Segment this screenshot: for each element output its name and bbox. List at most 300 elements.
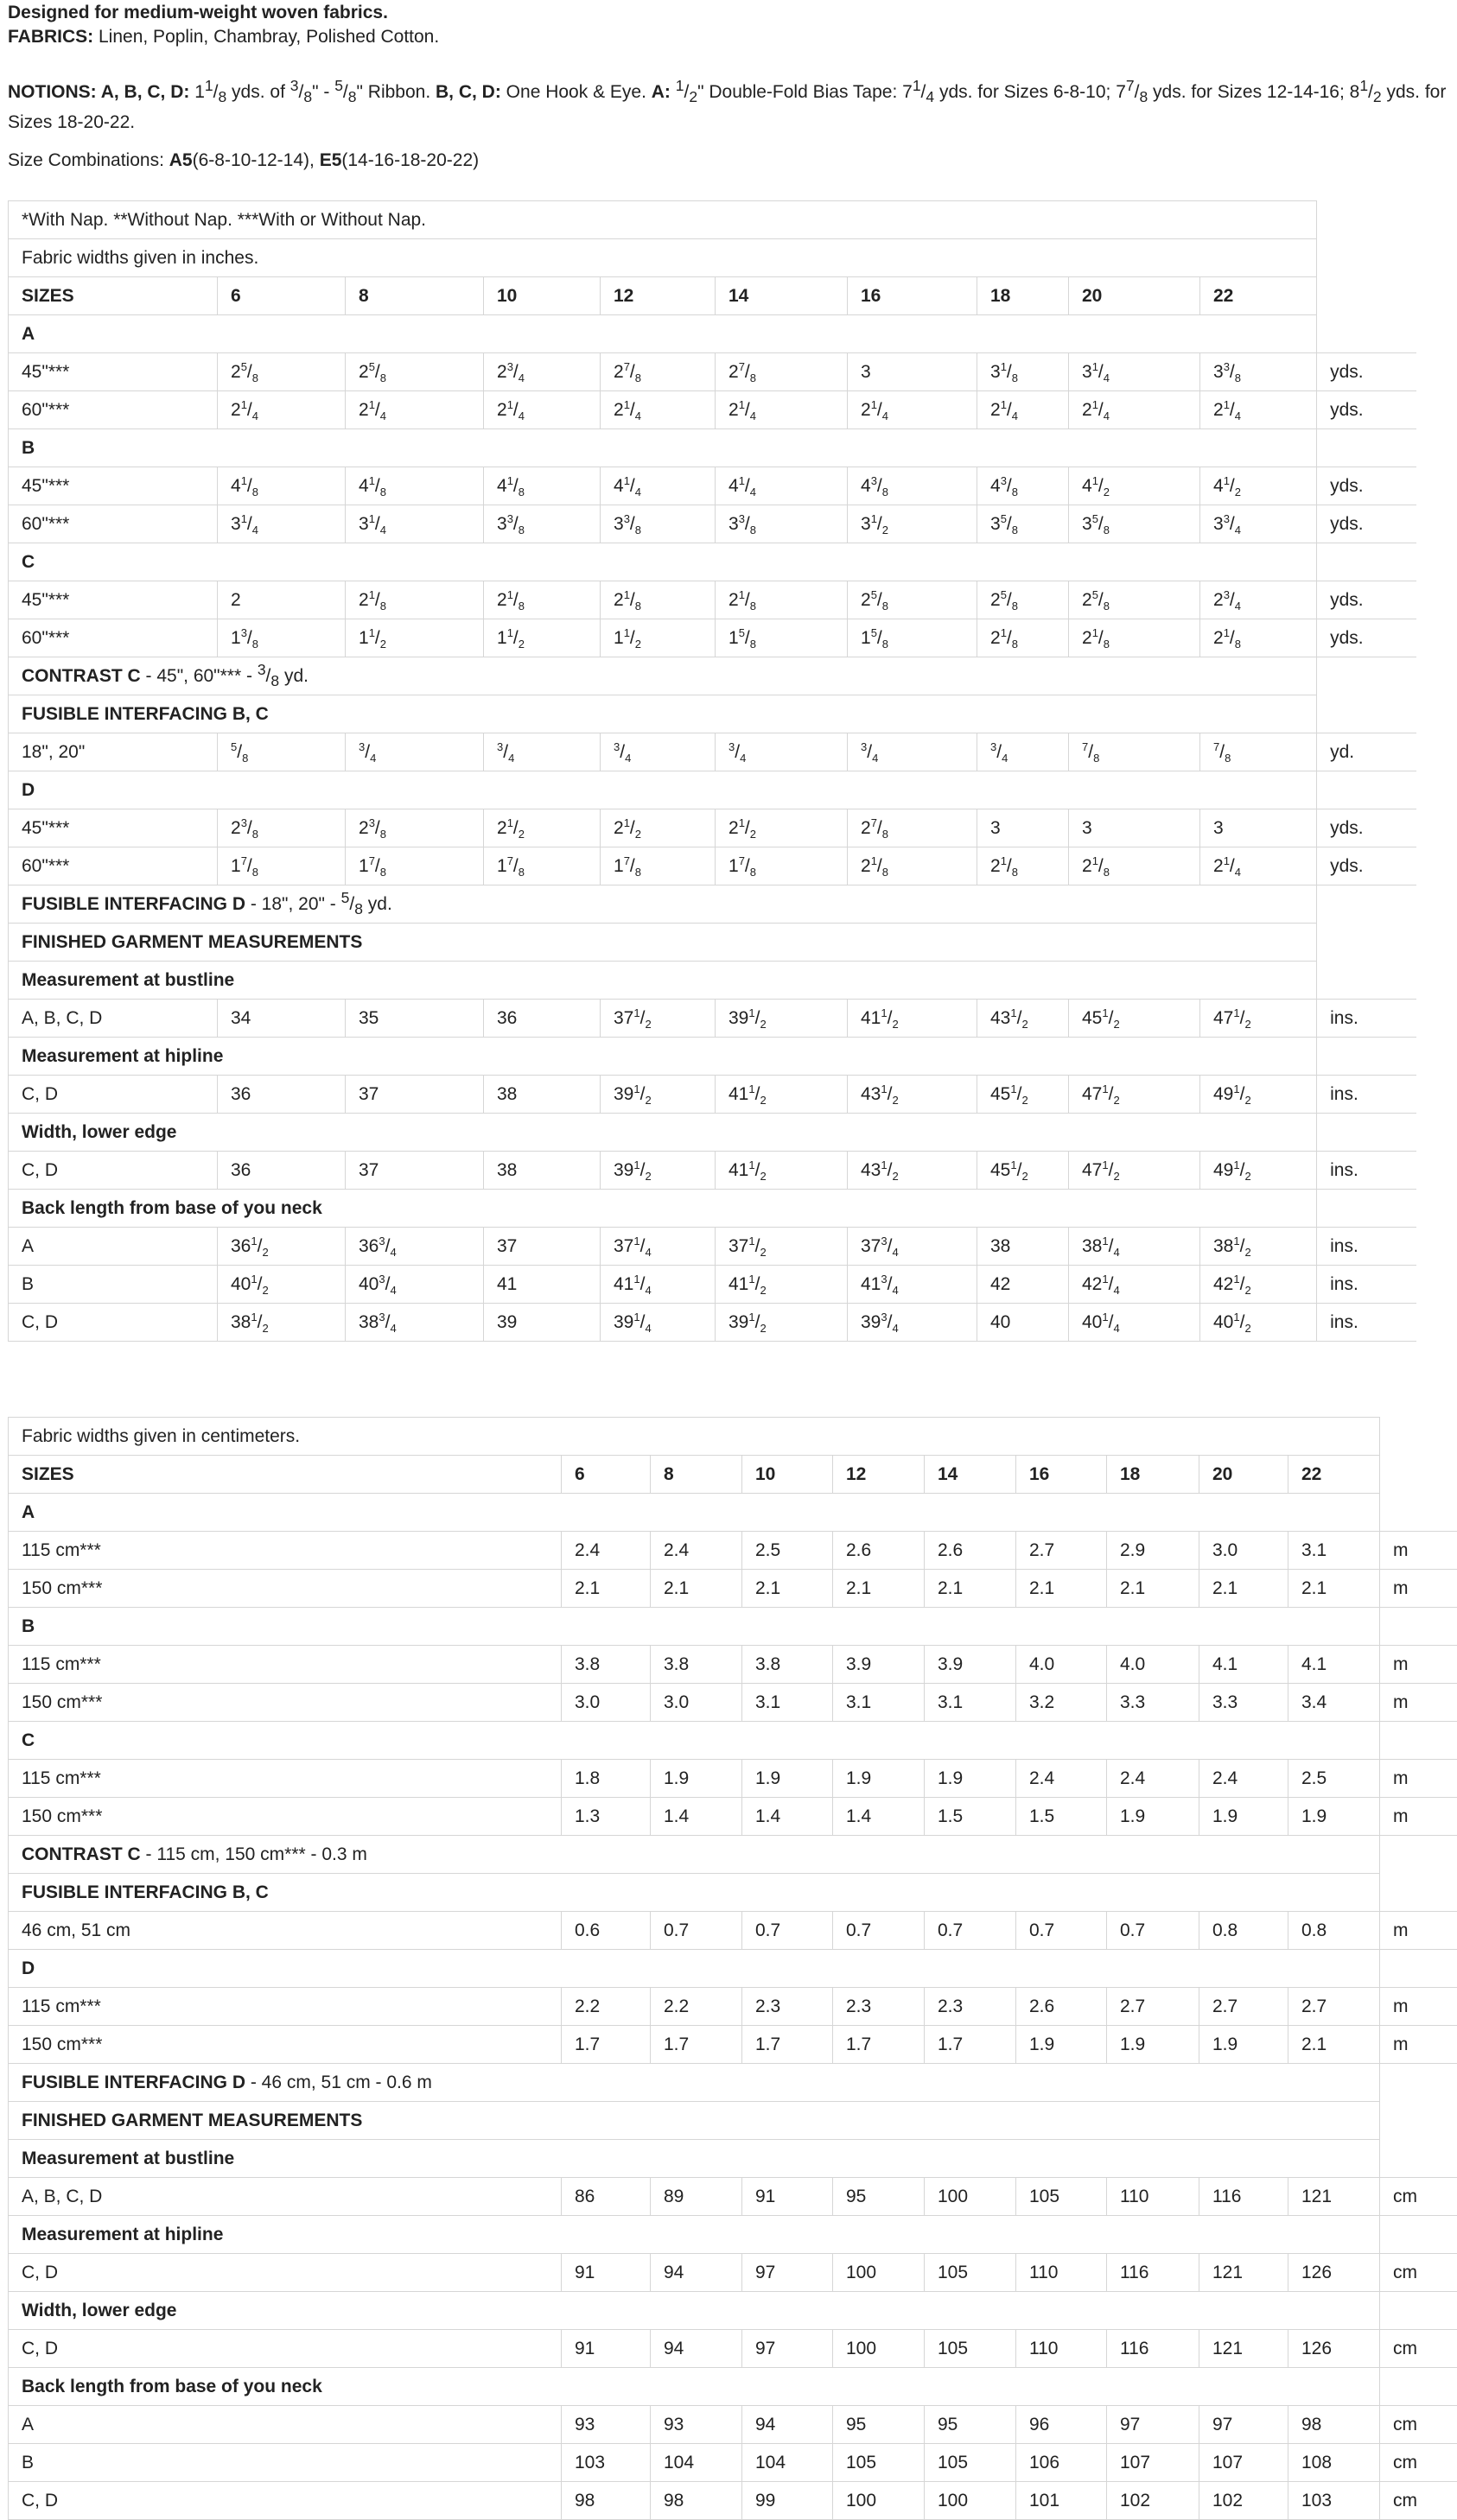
value-cell: $49^1/_2$ — [1200, 1152, 1317, 1190]
value-cell: $4^1/_4$ — [601, 467, 716, 505]
blank-cell — [1380, 1608, 1457, 1646]
value-cell: $41^1/_2$ — [716, 1152, 848, 1190]
value-cell: 1.9 — [1199, 2026, 1288, 2064]
value-cell: 41 — [484, 1266, 601, 1304]
value-cell: 1.9 — [1107, 1798, 1199, 1836]
value-cell: 98 — [651, 2482, 742, 2520]
value-cell: 0.8 — [1288, 1912, 1380, 1950]
value-cell: 110 — [1016, 2330, 1107, 2368]
yardage-row — [9, 1570, 1457, 1608]
value-cell: 38 — [484, 1152, 601, 1190]
value-cell: $3^5/_8$ — [977, 505, 1069, 543]
row-label: B — [9, 2444, 562, 2482]
value-cell: 0.6 — [562, 1912, 651, 1950]
row-label: C, D — [9, 2254, 562, 2292]
value-cell: 42 — [977, 1266, 1069, 1304]
unit-cell: m — [1380, 1684, 1457, 1722]
value-cell: 95 — [833, 2178, 925, 2216]
value-cell: $2^3/_4$ — [1200, 581, 1317, 619]
unit-cell: cm — [1380, 2178, 1457, 2216]
value-cell: 3.8 — [742, 1646, 833, 1684]
blank-cell — [1317, 277, 1416, 315]
value-cell: $2^5/_8$ — [346, 353, 484, 391]
value-cell: $3^3/_8$ — [601, 505, 716, 543]
value-cell: 103 — [562, 2444, 651, 2482]
value-cell: 2.3 — [925, 1988, 1016, 2026]
value-cell: 105 — [925, 2330, 1016, 2368]
row-label: C, D — [9, 1076, 218, 1114]
value-cell: 91 — [742, 2178, 833, 2216]
yardage-row — [9, 619, 1416, 657]
value-cell: 103 — [1288, 2482, 1380, 2520]
value-cell: 91 — [562, 2330, 651, 2368]
value-cell: $43^1/_2$ — [977, 1000, 1069, 1038]
section-heading-row — [9, 2292, 1457, 2330]
value-cell: 101 — [1016, 2482, 1107, 2520]
unit-cell: cm — [1380, 2406, 1457, 2444]
value-cell: 97 — [742, 2330, 833, 2368]
note-row — [9, 885, 1416, 924]
section-heading-row — [9, 924, 1416, 962]
value-cell: 0.7 — [925, 1912, 1016, 1950]
value-cell: 100 — [833, 2254, 925, 2292]
blank-cell — [1317, 543, 1416, 581]
value-cell: $2^1/_8$ — [1069, 619, 1200, 657]
section-heading: Measurement at hipline — [9, 2216, 1380, 2254]
size-header-cell: 20 — [1069, 277, 1200, 315]
value-cell: 3.4 — [1288, 1684, 1380, 1722]
value-cell: 2.1 — [562, 1570, 651, 1608]
row-label: 115 cm*** — [9, 1646, 562, 1684]
value-cell: 1.5 — [1016, 1798, 1107, 1836]
spacer-row — [9, 1342, 1416, 1408]
value-cell: $2^1/_8$ — [1200, 619, 1317, 657]
value-cell: 3.0 — [651, 1684, 742, 1722]
value-cell: 38 — [977, 1228, 1069, 1266]
yardage-row — [9, 1760, 1457, 1798]
value-cell: $43^1/_2$ — [848, 1152, 977, 1190]
value-cell: $1^7/_8$ — [218, 847, 346, 885]
value-cell: 104 — [742, 2444, 833, 2482]
value-cell: $4^3/_8$ — [977, 467, 1069, 505]
value-cell: 4.0 — [1107, 1646, 1199, 1684]
value-cell: $43^1/_2$ — [848, 1076, 977, 1114]
yardage-table-centimeters — [8, 1417, 1457, 2520]
value-cell: 2.4 — [562, 1532, 651, 1570]
note-row — [9, 657, 1416, 695]
blank-cell — [1317, 695, 1416, 733]
value-cell: 3.3 — [1107, 1684, 1199, 1722]
value-cell: 99 — [742, 2482, 833, 2520]
row-label: 150 cm*** — [9, 1684, 562, 1722]
yardage-row — [9, 2178, 1457, 2216]
value-cell: 3 — [1069, 809, 1200, 847]
value-cell: 1.9 — [1107, 2026, 1199, 2064]
value-cell: 2.5 — [742, 1532, 833, 1570]
value-cell: $2^7/_8$ — [601, 353, 716, 391]
row-label: 115 cm*** — [9, 1988, 562, 2026]
size-header-cell: 10 — [484, 277, 601, 315]
unit-cell: yds. — [1317, 809, 1416, 847]
section-heading-row — [9, 962, 1416, 1000]
value-cell: 110 — [1107, 2178, 1199, 2216]
value-cell: 86 — [562, 2178, 651, 2216]
value-cell: $^3/_4$ — [848, 733, 977, 771]
blank-cell — [1380, 2064, 1457, 2102]
unit-cell: cm — [1380, 2444, 1457, 2482]
value-cell: $47^1/_2$ — [1069, 1152, 1200, 1190]
size-header-cell: 10 — [742, 1456, 833, 1494]
value-cell: 102 — [1107, 2482, 1199, 2520]
size-header-cell: 14 — [925, 1456, 1016, 1494]
section-heading: FINISHED GARMENT MEASUREMENTS — [9, 2102, 1380, 2140]
sizes-header-row — [9, 277, 1416, 315]
value-cell: 4.1 — [1199, 1646, 1288, 1684]
section-heading: B — [9, 429, 1317, 467]
value-cell: $2^1/_2$ — [484, 809, 601, 847]
value-cell: $^5/_8$ — [218, 733, 346, 771]
blank-cell — [1317, 201, 1416, 239]
value-cell: 2.4 — [1107, 1760, 1199, 1798]
value-cell: 1.9 — [742, 1760, 833, 1798]
value-cell: 2.4 — [651, 1532, 742, 1570]
value-cell: 100 — [925, 2482, 1016, 2520]
unit-cell: ins. — [1317, 1000, 1416, 1038]
blank-cell — [1380, 2140, 1457, 2178]
value-cell: $4^1/_4$ — [716, 467, 848, 505]
value-cell: $39^1/_2$ — [716, 1000, 848, 1038]
value-cell: 3.3 — [1199, 1684, 1288, 1722]
value-cell: $45^1/_2$ — [977, 1152, 1069, 1190]
value-cell: $40^1/_2$ — [218, 1266, 346, 1304]
section-heading: Back length from base of you neck — [9, 2368, 1380, 2406]
value-cell: 40 — [977, 1304, 1069, 1342]
blank-cell — [1317, 1038, 1416, 1076]
row-label: 150 cm*** — [9, 2026, 562, 2064]
note-text: FUSIBLE INTERFACING D - 18", 20" - $^5/_8$ yd. — [9, 885, 1317, 924]
yardage-row — [9, 1684, 1457, 1722]
unit-cell: ins. — [1317, 1228, 1416, 1266]
blank-cell — [1380, 1722, 1457, 1760]
value-cell: $3^3/_4$ — [1200, 505, 1317, 543]
value-cell: 2.1 — [1199, 1570, 1288, 1608]
value-cell: $2^3/_8$ — [218, 809, 346, 847]
value-cell: $1^7/_8$ — [601, 847, 716, 885]
note-row — [9, 2064, 1457, 2102]
yardage-row — [9, 2254, 1457, 2292]
value-cell: $2^7/_8$ — [716, 353, 848, 391]
value-cell: $4^3/_8$ — [848, 467, 977, 505]
value-cell: 36 — [218, 1076, 346, 1114]
value-cell: $2^5/_8$ — [1069, 581, 1200, 619]
row-label: 45"*** — [9, 353, 218, 391]
row-label: 60"*** — [9, 505, 218, 543]
value-cell: $1^7/_8$ — [716, 847, 848, 885]
row-label: 115 cm*** — [9, 1532, 562, 1570]
yardage-row — [9, 1266, 1416, 1304]
unit-cell: m — [1380, 1570, 1457, 1608]
value-cell: 1.9 — [651, 1760, 742, 1798]
blank-cell — [1380, 1418, 1457, 1456]
value-cell: $2^1/_4$ — [484, 391, 601, 429]
value-cell: $2^1/_8$ — [716, 581, 848, 619]
row-label: 60"*** — [9, 391, 218, 429]
size-header-cell: 12 — [601, 277, 716, 315]
blank-cell — [1380, 2292, 1457, 2330]
section-heading-row — [9, 695, 1416, 733]
value-cell: 3.1 — [833, 1684, 925, 1722]
value-cell: 38 — [484, 1076, 601, 1114]
value-cell: $37^3/_4$ — [848, 1228, 977, 1266]
size-header-cell: 18 — [977, 277, 1069, 315]
value-cell: 100 — [925, 2178, 1016, 2216]
section-heading-row — [9, 1874, 1457, 1912]
value-cell: 116 — [1107, 2330, 1199, 2368]
unit-cell: m — [1380, 1760, 1457, 1798]
yardage-row — [9, 1000, 1416, 1038]
value-cell: $39^3/_4$ — [848, 1304, 977, 1342]
fabrics-line: FABRICS: Linen, Poplin, Chambray, Polished Cotton. — [8, 24, 439, 50]
value-cell: 98 — [1288, 2406, 1380, 2444]
value-cell: 2.4 — [1199, 1760, 1288, 1798]
yardage-row — [9, 847, 1416, 885]
value-cell: $36^3/_4$ — [346, 1228, 484, 1266]
value-cell: 3.9 — [925, 1646, 1016, 1684]
yardage-row — [9, 1152, 1416, 1190]
yardage-row — [9, 2406, 1457, 2444]
value-cell: $41^1/_2$ — [848, 1000, 977, 1038]
unit-cell: m — [1380, 2026, 1457, 2064]
section-heading: Measurement at bustline — [9, 2140, 1380, 2178]
value-cell: 2 — [218, 581, 346, 619]
row-label: 45"*** — [9, 467, 218, 505]
row-label: 45"*** — [9, 581, 218, 619]
section-heading-row — [9, 2102, 1457, 2140]
unit-cell: yds. — [1317, 581, 1416, 619]
value-cell: $2^1/_4$ — [977, 391, 1069, 429]
value-cell: 121 — [1199, 2330, 1288, 2368]
yardage-row — [9, 1532, 1457, 1570]
row-label: 46 cm, 51 cm — [9, 1912, 562, 1950]
size-header-cell: 8 — [651, 1456, 742, 1494]
value-cell: 2.9 — [1107, 1532, 1199, 1570]
yardage-row — [9, 1988, 1457, 2026]
section-heading-row — [9, 1190, 1416, 1228]
value-cell: $2^1/_4$ — [346, 391, 484, 429]
value-cell: $^3/_4$ — [346, 733, 484, 771]
yardage-row — [9, 1228, 1416, 1266]
value-cell: 34 — [218, 1000, 346, 1038]
value-cell: 110 — [1016, 2254, 1107, 2292]
value-cell: $2^1/_8$ — [848, 847, 977, 885]
value-cell: $4^1/_2$ — [1200, 467, 1317, 505]
value-cell: 116 — [1199, 2178, 1288, 2216]
value-cell: $40^1/_2$ — [1200, 1304, 1317, 1342]
row-label: 60"*** — [9, 847, 218, 885]
value-cell: $^7/_8$ — [1200, 733, 1317, 771]
value-cell: 116 — [1107, 2254, 1199, 2292]
value-cell: $37^1/_4$ — [601, 1228, 716, 1266]
value-cell: $37^1/_2$ — [601, 1000, 716, 1038]
unit-cell: cm — [1380, 2254, 1457, 2292]
blank-cell — [1317, 924, 1416, 962]
blank-cell — [1317, 962, 1416, 1000]
value-cell: 2.6 — [925, 1532, 1016, 1570]
value-cell: 105 — [925, 2254, 1016, 2292]
section-heading: Width, lower edge — [9, 1114, 1317, 1152]
value-cell: 3 — [977, 809, 1069, 847]
section-heading-row — [9, 1950, 1457, 1988]
size-header-cell: 20 — [1199, 1456, 1288, 1494]
section-heading-row — [9, 771, 1416, 809]
value-cell: $1^5/_8$ — [848, 619, 977, 657]
yardage-row — [9, 467, 1416, 505]
value-cell: 107 — [1199, 2444, 1288, 2482]
value-cell: 39 — [484, 1304, 601, 1342]
row-label: C, D — [9, 1304, 218, 1342]
section-heading-row — [9, 1494, 1457, 1532]
value-cell: 89 — [651, 2178, 742, 2216]
row-label: 45"*** — [9, 809, 218, 847]
designed-for-line: Designed for medium-weight woven fabrics. — [8, 0, 388, 26]
section-heading: FUSIBLE INTERFACING B, C — [9, 695, 1317, 733]
value-cell: 1.9 — [925, 1760, 1016, 1798]
size-header-cell: 12 — [833, 1456, 925, 1494]
value-cell: $38^1/_2$ — [218, 1304, 346, 1342]
value-cell: 37 — [346, 1076, 484, 1114]
value-cell: 105 — [833, 2444, 925, 2482]
value-cell: $2^1/_8$ — [977, 847, 1069, 885]
unit-cell: m — [1380, 1988, 1457, 2026]
yardage-row — [9, 353, 1416, 391]
section-heading-row — [9, 2368, 1457, 2406]
value-cell: $1^7/_8$ — [484, 847, 601, 885]
unit-cell: yds. — [1317, 505, 1416, 543]
row-label: 18", 20" — [9, 733, 218, 771]
value-cell: $2^1/_2$ — [716, 809, 848, 847]
value-cell: 94 — [651, 2254, 742, 2292]
value-cell: $2^3/_8$ — [346, 809, 484, 847]
value-cell: 4.0 — [1016, 1646, 1107, 1684]
value-cell: 96 — [1016, 2406, 1107, 2444]
value-cell: $39^1/_2$ — [601, 1152, 716, 1190]
value-cell: 97 — [1199, 2406, 1288, 2444]
value-cell: $3^1/_4$ — [1069, 353, 1200, 391]
value-cell: $47^1/_2$ — [1069, 1076, 1200, 1114]
value-cell: 2.3 — [742, 1988, 833, 2026]
unit-cell: m — [1380, 1798, 1457, 1836]
size-header-cell: 22 — [1200, 277, 1317, 315]
size-header-cell: 6 — [218, 277, 346, 315]
value-cell: 3 — [848, 353, 977, 391]
row-label: 150 cm*** — [9, 1798, 562, 1836]
row-label: 115 cm*** — [9, 1760, 562, 1798]
size-header-cell: 8 — [346, 277, 484, 315]
value-cell: $3^1/_4$ — [218, 505, 346, 543]
value-cell: $4^1/_8$ — [484, 467, 601, 505]
value-cell: $3^3/_8$ — [484, 505, 601, 543]
value-cell: $40^3/_4$ — [346, 1266, 484, 1304]
caption-row — [9, 1418, 1457, 1456]
blank-cell — [1317, 885, 1416, 924]
section-heading-row — [9, 2216, 1457, 2254]
section-heading: C — [9, 1722, 1380, 1760]
value-cell: $^3/_4$ — [601, 733, 716, 771]
value-cell: 121 — [1288, 2178, 1380, 2216]
value-cell: $45^1/_2$ — [977, 1076, 1069, 1114]
value-cell: $^3/_4$ — [484, 733, 601, 771]
note-text: CONTRAST C - 115 cm, 150 cm*** - 0.3 m — [9, 1836, 1380, 1874]
value-cell: 93 — [562, 2406, 651, 2444]
unit-cell: m — [1380, 1532, 1457, 1570]
value-cell: 0.7 — [833, 1912, 925, 1950]
value-cell: $2^1/_4$ — [1069, 391, 1200, 429]
value-cell: $3^3/_8$ — [716, 505, 848, 543]
blank-cell — [1317, 429, 1416, 467]
section-heading: D — [9, 771, 1317, 809]
blank-cell — [1380, 2216, 1457, 2254]
value-cell: $38^1/_2$ — [1200, 1228, 1317, 1266]
unit-cell: cm — [1380, 2482, 1457, 2520]
value-cell: 2.1 — [1107, 1570, 1199, 1608]
value-cell: $39^1/_2$ — [601, 1076, 716, 1114]
unit-cell: ins. — [1317, 1304, 1416, 1342]
value-cell: 93 — [651, 2406, 742, 2444]
value-cell: 2.7 — [1016, 1532, 1107, 1570]
value-cell: 1.9 — [1288, 1798, 1380, 1836]
caption-text: Fabric widths given in centimeters. — [9, 1418, 1380, 1456]
section-heading: Width, lower edge — [9, 2292, 1380, 2330]
row-label: A, B, C, D — [9, 2178, 562, 2216]
value-cell: $2^3/_4$ — [484, 353, 601, 391]
row-label: A, B, C, D — [9, 1000, 218, 1038]
yardage-row — [9, 1304, 1416, 1342]
value-cell: $4^1/_8$ — [218, 467, 346, 505]
value-cell: $2^1/_4$ — [1200, 847, 1317, 885]
row-label: 60"*** — [9, 619, 218, 657]
value-cell: $2^1/_4$ — [716, 391, 848, 429]
value-cell: 3.0 — [1199, 1532, 1288, 1570]
value-cell: $3^1/_4$ — [346, 505, 484, 543]
value-cell: $2^1/_4$ — [848, 391, 977, 429]
yardage-row — [9, 1646, 1457, 1684]
value-cell: $2^7/_8$ — [848, 809, 977, 847]
caption-row — [9, 239, 1416, 277]
value-cell: 3.1 — [1288, 1532, 1380, 1570]
value-cell: 3.1 — [742, 1684, 833, 1722]
section-heading-row — [9, 1038, 1416, 1076]
value-cell: 1.7 — [742, 2026, 833, 2064]
value-cell: 95 — [833, 2406, 925, 2444]
section-heading: A — [9, 315, 1317, 353]
value-cell: 1.7 — [833, 2026, 925, 2064]
value-cell: 2.1 — [925, 1570, 1016, 1608]
caption-row — [9, 201, 1416, 239]
row-label: C, D — [9, 2482, 562, 2520]
section-heading: Measurement at bustline — [9, 962, 1317, 1000]
value-cell: 106 — [1016, 2444, 1107, 2482]
value-cell: $41^1/_2$ — [716, 1076, 848, 1114]
yardage-row — [9, 391, 1416, 429]
value-cell: $2^1/_8$ — [1069, 847, 1200, 885]
row-label: C, D — [9, 1152, 218, 1190]
value-cell: 3 — [1200, 809, 1317, 847]
value-cell: 94 — [651, 2330, 742, 2368]
value-cell: $1^7/_8$ — [346, 847, 484, 885]
value-cell: 95 — [925, 2406, 1016, 2444]
value-cell: 107 — [1107, 2444, 1199, 2482]
value-cell: 0.7 — [1107, 1912, 1199, 1950]
